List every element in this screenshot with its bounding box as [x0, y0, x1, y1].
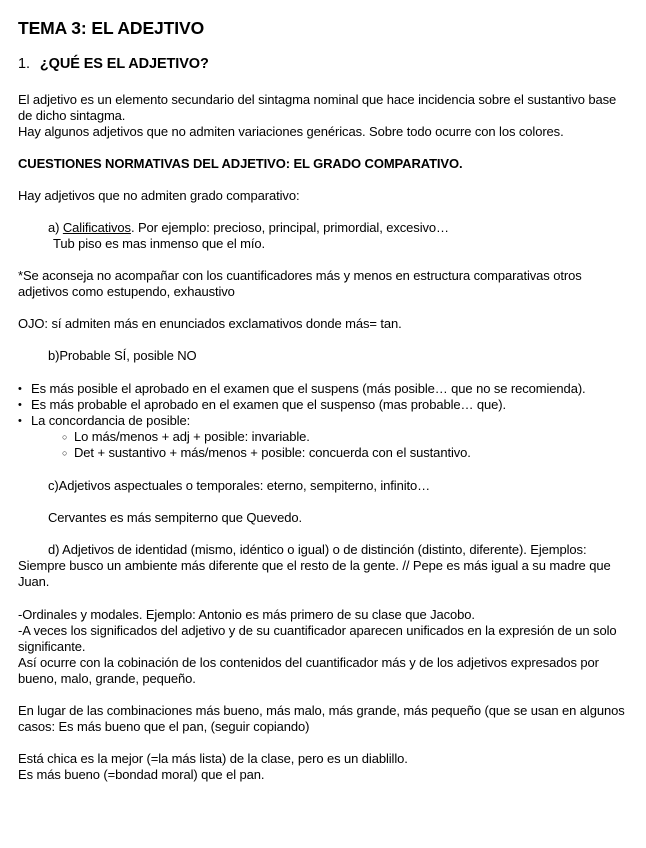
- section-heading-1: [18, 56, 632, 72]
- ojo-paragraph: OJO: sí admiten más en enunciados exclamativos donde más= tan.: [18, 316, 402, 331]
- ordinales-line-1: -Ordinales y modales. Ejemplo: Antonio es más primero de su clase que Jacobo.: [18, 607, 475, 622]
- item-c: c)Adjetivos aspectuales o temporales: eterno, sempiterno, infinito…: [48, 478, 431, 493]
- no-comparative-text: Hay adjetivos que no admiten grado comparativo:: [18, 188, 300, 203]
- list-item: • Es más probable el aprobado en el examen que el suspenso (mas probable… que).: [18, 397, 632, 413]
- list-item-text: La concordancia de posible:: [31, 413, 191, 428]
- item-d: d) Adjetivos de identidad (mismo, idéntico o igual) o de distinción (distinto, diferente). Ejemplos: Siempre busco un ambiente más diferente que el resto de la gente. // Pepe es más igual a su madre que Juan.: [18, 542, 611, 589]
- ordinales-line-2: -A veces los significados del adjetivo y de su cuantificador aparecen unificados en la expresión de un solo significante.: [18, 623, 617, 654]
- document-title: TEMA 3: EL ADEJTIVO: [18, 18, 205, 38]
- ordinales-line-3: Así ocurre con la cobinación de los contenidos del cuantificador más y de los adjetivos expresados por bueno, malo, grande, pequeño.: [18, 655, 599, 686]
- bullet-list: [18, 381, 632, 461]
- sub-list-item: ○ Lo más/menos + adj + posible: invariable.: [31, 429, 632, 445]
- sub-bullet-list: [31, 429, 632, 461]
- item-a: [48, 220, 632, 236]
- advice-paragraph: *Se aconseja no acompañar con los cuantificadores más y menos en estructura comparativas otros adjetivos como estupendo, exhaustivo: [18, 268, 582, 299]
- item-b: b)Probable SÍ, posible NO: [48, 348, 197, 363]
- section-label: ¿QUÉ ES EL ADJETIVO?: [39, 56, 209, 72]
- item-a-prefix: a): [48, 220, 63, 235]
- item-a-underlined: Calificativos: [62, 220, 131, 235]
- sub-list-item: ○ Det + sustantivo + más/menos + posible: concuerda con el sustantivo.: [31, 445, 632, 461]
- list-item: • Es más posible el aprobado en el examen que el suspens (más posible… que no se recomienda).: [18, 381, 632, 397]
- item-a-rest: . Por ejemplo: precioso, principal, primordial, excesivo…: [130, 220, 449, 235]
- item-a-example: Tub piso es mas inmenso que el mío.: [53, 236, 266, 251]
- closing-line-1: Está chica es la mejor (=la más lista) de la clase, pero es un diablillo.: [18, 751, 408, 766]
- item-c-example: Cervantes es más sempiterno que Quevedo.: [48, 510, 302, 525]
- en-lugar-paragraph: En lugar de las combinaciones más bueno, más malo, más grande, más pequeño (que se usan en algunos casos: Es más bueno que el pan, (seguir copiando): [18, 703, 625, 734]
- closing-line-2: Es más bueno (=bondad moral) que el pan.: [18, 767, 265, 782]
- section-number: 1.: [18, 56, 30, 72]
- intro-paragraph-1: El adjetivo es un elemento secundario del sintagma nominal que hace incidencia sobre el sustantivo base de dicho sintagma.: [18, 92, 617, 123]
- normative-heading: CUESTIONES NORMATIVAS DEL ADJETIVO: EL GRADO COMPARATIVO.: [18, 156, 463, 171]
- intro-paragraph-2: Hay algunos adjetivos que no admiten variaciones genéricas. Sobre todo ocurre con los colores.: [18, 124, 564, 139]
- list-item: [18, 413, 632, 461]
